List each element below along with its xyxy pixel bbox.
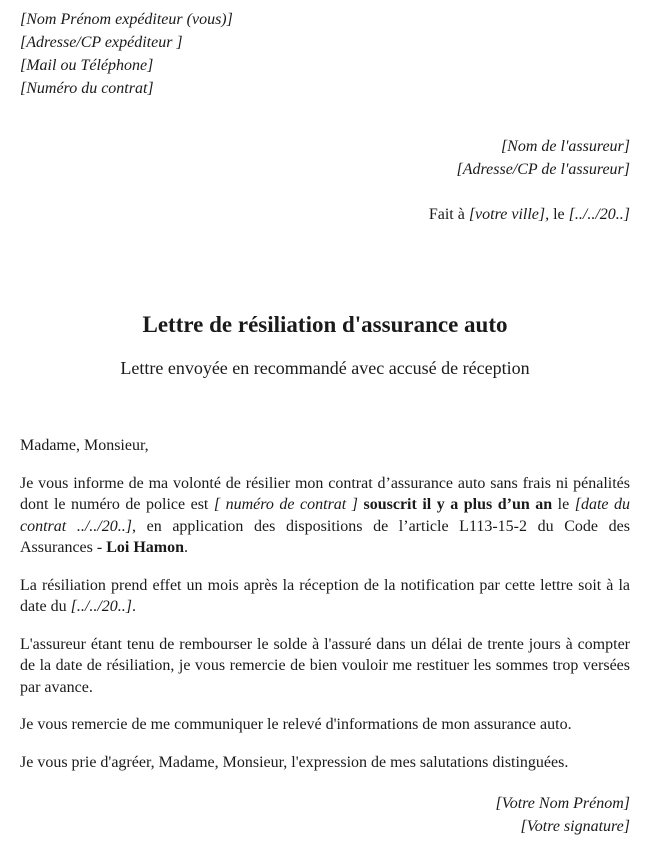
effective-date-placeholder: [../../20..] bbox=[70, 598, 132, 615]
p1-bold-souscrit: souscrit il y a plus d’un an bbox=[363, 496, 553, 513]
signature-block bbox=[20, 792, 630, 838]
city-placeholder: [votre ville], bbox=[468, 206, 550, 223]
paragraph-resiliation bbox=[20, 473, 630, 559]
sender-contract-line: [Numéro du contrat] bbox=[20, 80, 154, 97]
contract-date-placeholder: [date du contrat ../../20..] bbox=[20, 496, 630, 535]
sender-contact-line: [Mail ou Téléphone] bbox=[20, 57, 154, 74]
signature-name-placeholder: [Votre Nom Prénom] bbox=[495, 795, 630, 812]
letter-subtitle: Lettre envoyée en recommandé avec accusé de réception bbox=[120, 358, 530, 378]
sender-address-block bbox=[20, 8, 630, 100]
date-line-prefix: Fait à bbox=[428, 206, 469, 223]
p1-bold-loi-hamon: Loi Hamon bbox=[106, 539, 184, 556]
signature-sign-placeholder: [Votre signature] bbox=[520, 818, 630, 835]
p1-text-article: , en application des dispositions de l’article L113-15-2 du Code des Assurances - bbox=[20, 517, 630, 556]
paragraph-salutations: Je vous prie d'agréer, Madame, Monsieur, l'expression de mes salutations distinguées. bbox=[20, 753, 569, 771]
p2-text: La résiliation prend effet un mois après la réception de la notification par cette lettre soit à la date du bbox=[20, 576, 630, 615]
letter-body bbox=[20, 435, 630, 773]
p1-text: Je vous informe de ma volonté de résilier mon contrat d’assurance auto sans frais ni pénalités dont le numéro de police est bbox=[20, 474, 630, 513]
date-line-mid: le bbox=[549, 206, 569, 223]
contract-number-placeholder: [ numéro de contrat ] bbox=[213, 496, 364, 513]
recipient-address-block bbox=[20, 135, 630, 181]
p2-period: . bbox=[132, 598, 136, 615]
recipient-address-line: [Adresse/CP de l'assureur] bbox=[456, 161, 630, 178]
salutation: Madame, Monsieur, bbox=[20, 437, 149, 454]
paragraph-releve: Je vous remercie de me communiquer le relevé d'informations de mon assurance auto. bbox=[20, 716, 572, 733]
paragraph-remboursement: L'assureur étant tenu de rembourser le solde à l'assuré dans un délai de trente jours à compter de la date de résiliation, je vous remercie de bien vouloir me restituer les sommes trop versées par avance. bbox=[20, 635, 630, 696]
date-placeholder: [../../20..] bbox=[568, 206, 630, 223]
sender-name-line: [Nom Prénom expéditeur (vous)] bbox=[20, 11, 233, 28]
date-line bbox=[20, 203, 630, 226]
paragraph-effet bbox=[20, 575, 630, 618]
recipient-name-line: [Nom de l'assureur] bbox=[500, 138, 630, 155]
p1-text-le: le bbox=[552, 496, 575, 513]
sender-address-line: [Adresse/CP expéditeur ] bbox=[20, 34, 183, 51]
p1-period: . bbox=[184, 539, 188, 556]
letter-title: Lettre de résiliation d'assurance auto bbox=[142, 312, 508, 337]
